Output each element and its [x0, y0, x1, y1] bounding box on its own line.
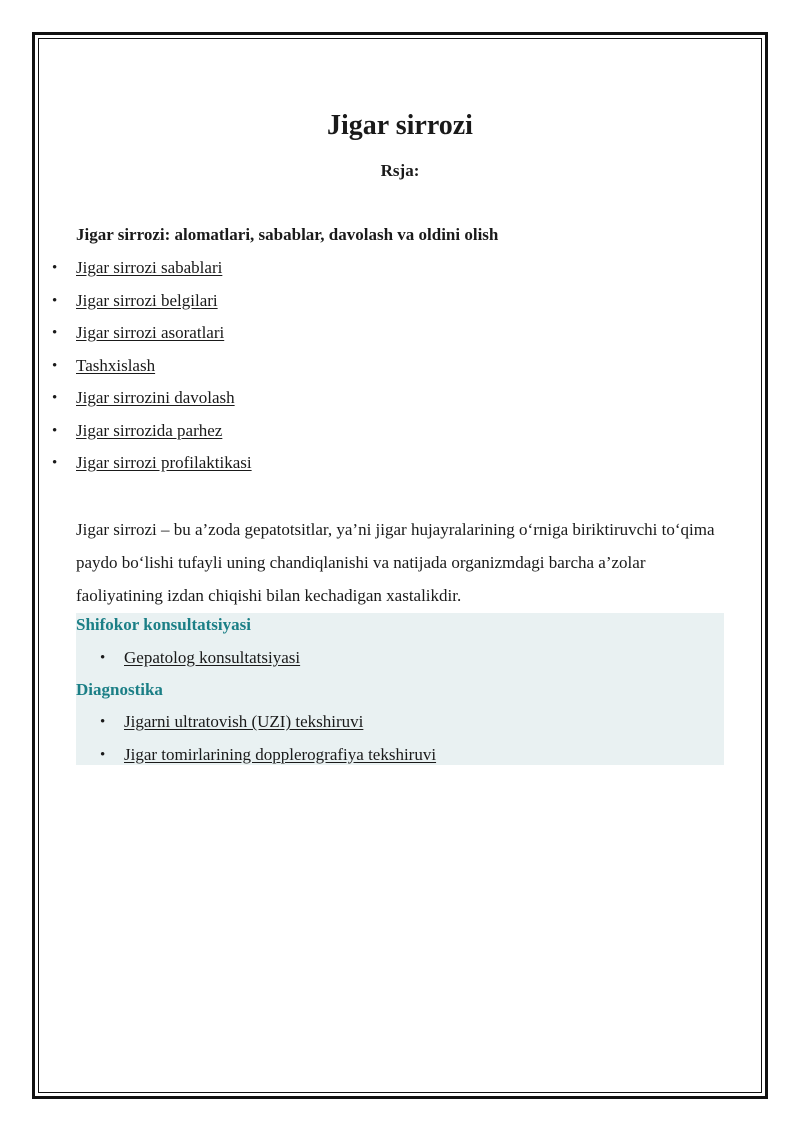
- toc-link-davolash[interactable]: Jigar sirrozini davolash: [76, 388, 235, 407]
- toc-item: [52, 256, 252, 289]
- bullet-icon: •: [52, 422, 58, 439]
- list-item: [100, 710, 436, 743]
- toc-item: [52, 321, 252, 354]
- toc-heading: Jigar sirrozi: alomatlari, sabablar, davolash va oldini olish: [76, 225, 499, 244]
- related-services-box: [76, 613, 724, 765]
- consultation-list: [100, 646, 301, 679]
- toc-list: [52, 256, 252, 484]
- toc-item: [52, 354, 252, 387]
- toc-link-sabablari[interactable]: Jigar sirrozi sabablari: [76, 258, 223, 277]
- link-doppler[interactable]: Jigar tomirlarining dopplerografiya tekshiruvi: [124, 744, 437, 764]
- bullet-icon: •: [100, 746, 106, 763]
- toc-link-profilaktikasi[interactable]: Jigar sirrozi profilaktikasi: [76, 453, 252, 472]
- bullet-icon: •: [100, 650, 106, 666]
- section-heading-consultation: Shifokor konsultatsiyasi: [76, 615, 251, 634]
- link-ultrasound[interactable]: Jigarni ultratovish (UZI) tekshiruvi: [124, 712, 364, 731]
- intro-paragraph: Jigar sirrozi – bu a’zoda gepatotsitlar, ya’ni jigar hujayralarining o‘rniga biriktiruvchi to‘qima paydo bo‘lishi tufayli uning chandiqlanishi va natijada organizmdagi barcha a’zolar faoliyatining izdan chiqishi bilan kechadigan xastalikdir.: [76, 520, 715, 605]
- toc-link-belgilari[interactable]: Jigar sirrozi belgilari: [76, 290, 218, 310]
- toc-item: [52, 289, 252, 322]
- toc-item: [52, 419, 252, 452]
- bullet-icon: •: [52, 260, 58, 276]
- bullet-icon: •: [52, 390, 58, 406]
- toc-link-asoratlari[interactable]: Jigar sirrozi asoratlari: [76, 323, 225, 342]
- section-heading-diagnostics: Diagnostika: [76, 680, 163, 699]
- toc-item: [52, 386, 252, 419]
- bullet-icon: •: [52, 455, 58, 471]
- toc-link-tashxislash[interactable]: Tashxislash: [76, 355, 156, 375]
- bullet-icon: •: [52, 357, 58, 374]
- bullet-icon: •: [52, 325, 58, 341]
- document-subtitle: Rsja:: [380, 161, 420, 180]
- link-gepatolog-consultation[interactable]: Gepatolog konsultatsiyasi: [124, 648, 301, 667]
- list-item: [100, 646, 301, 679]
- diagnostics-list: [100, 710, 437, 775]
- bullet-icon: •: [100, 714, 106, 730]
- document-title: Jigar sirrozi: [327, 110, 473, 141]
- toc-link-parhez[interactable]: Jigar sirrozida parhez: [76, 420, 223, 440]
- list-item: [100, 743, 437, 776]
- toc-item: [52, 451, 252, 484]
- bullet-icon: •: [52, 292, 58, 309]
